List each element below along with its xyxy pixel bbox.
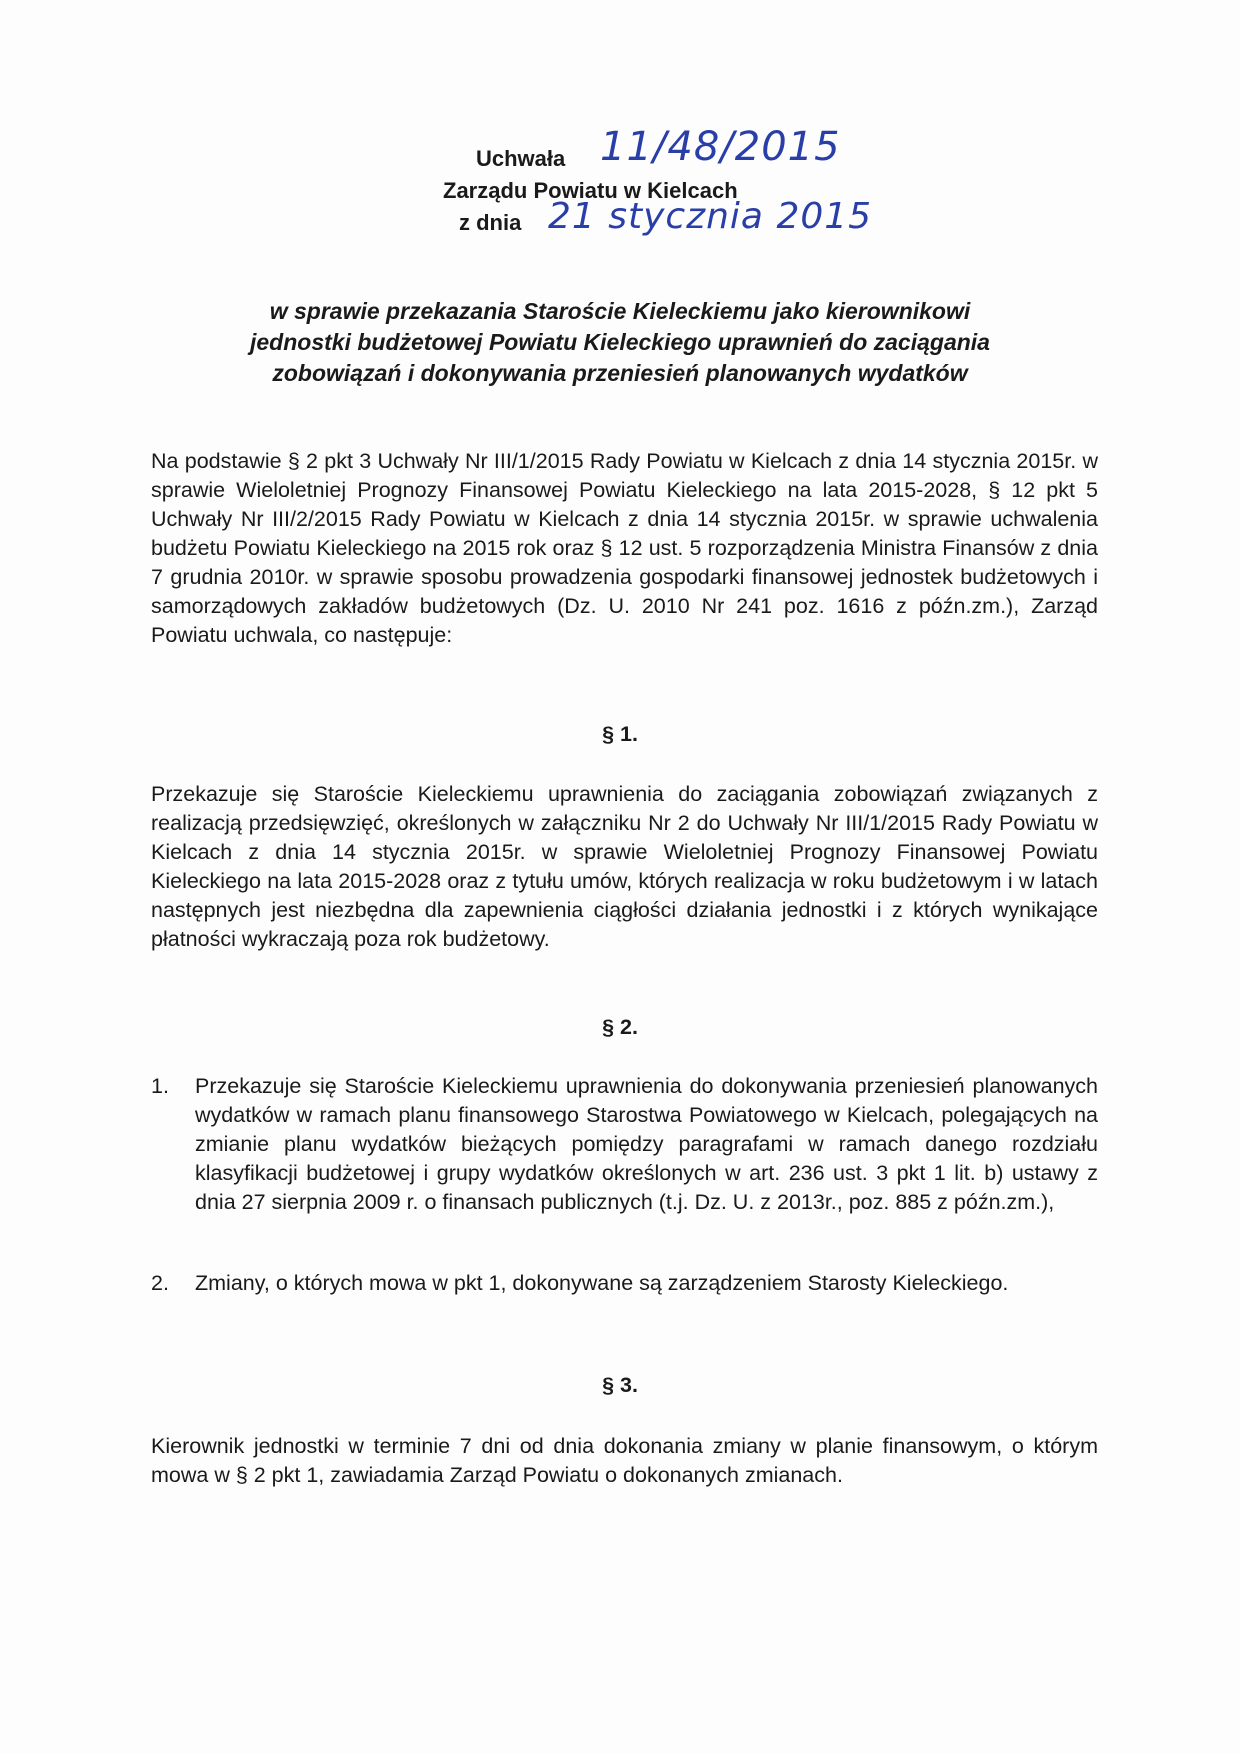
- subject-line: w sprawie przekazania Staroście Kieleckiemu jako kierownikowi: [269, 298, 971, 324]
- item-number: 1.: [151, 1074, 169, 1098]
- subject-line: zobowiązań i dokonywania przeniesień planowanych wydatków: [272, 360, 968, 386]
- resolution-date-handwritten: 21 stycznia 2015: [548, 196, 873, 237]
- preamble-paragraph: Na podstawie § 2 pkt 3 Uchwały Nr III/1/2015 Rady Powiatu w Kielcach z dnia 14 stycznia 2015r. w sprawie Wieloletniej Prognozy Finansowej Powiatu Kieleckiego na lata 2015-2028, § 12 pkt 5 Uchwały Nr III/2/2015 Rady Powiatu w Kielcach z dnia 14 stycznia 2015r. w sprawie uchwalenia budżetu Powiatu Kieleckiego na 2015 rok oraz § 12 ust. 5 rozporządzenia Ministra Finansów z dnia 7 grudnia 2010r. w sprawie sposobu prowadzenia gospodarki finansowej jednostek budżetowych i samorządowych zakładów budżetowych (Dz. U. 2010 Nr 241 poz. 1616 z późn.zm.), Zarząd Powiatu uchwala, co następuje:: [151, 449, 1098, 647]
- issuing-authority: Zarządu Powiatu w Kielcach: [443, 178, 738, 203]
- section-3-text: Kierownik jednostki w terminie 7 dni od dnia dokonania zmiany w planie finansowym, o którym mowa w § 2 pkt 1, zawiadamia Zarząd Powiatu o dokonanych zmianach.: [151, 1434, 1098, 1487]
- resolution-subject: [150, 296, 1090, 389]
- section-3-heading: § 3.: [602, 1373, 638, 1397]
- item-text: Zmiany, o których mowa w pkt 1, dokonywane są zarządzeniem Starosty Kieleckiego.: [195, 1271, 1009, 1295]
- subject-line: jednostki budżetowej Powiatu Kieleckiego uprawnień do zaciągania: [250, 329, 990, 355]
- date-label: z dnia: [459, 210, 522, 235]
- resolution-number-handwritten: 11/48/2015: [600, 124, 841, 170]
- section-1-text: Przekazuje się Staroście Kieleckiemu uprawnienia do zaciągania zobowiązań związanych z realizacją przedsięwzięć, określonych w załączniku Nr 2 do Uchwały Nr III/1/2015 Rady Powiatu w Kielcach z dnia 14 stycznia 2015r. w sprawie Wieloletniej Prognozy Finansowej Powiatu Kieleckiego na lata 2015-2028 oraz z tytułu umów, których realizacja w roku budżetowym i w latach następnych jest niezbędna dla zapewnienia ciągłości działania jednostki i z których wynikające płatności wykraczają poza rok budżetowy.: [151, 782, 1098, 951]
- item-number: 2.: [151, 1271, 169, 1295]
- item-text: Przekazuje się Staroście Kieleckiemu uprawnienia do dokonywania przeniesień planowanych wydatków w ramach planu finansowego Starostwa Powiatowego w Kielcach, polegających na zmianie planu wydatków bieżących pomiędzy paragrafami w ramach danego rozdziału klasyfikacji budżetowej i grupy wydatków określonych w art. 236 ust. 3 pkt 1 lit. b) ustawy z dnia 27 sierpnia 2009 r. o finansach publicznych (t.j. Dz. U. z 2013r., poz. 885 z późn.zm.),: [195, 1074, 1098, 1214]
- resolution-label: Uchwała: [476, 146, 566, 171]
- section-1-heading: § 1.: [602, 722, 638, 746]
- section-2-heading: § 2.: [602, 1015, 638, 1039]
